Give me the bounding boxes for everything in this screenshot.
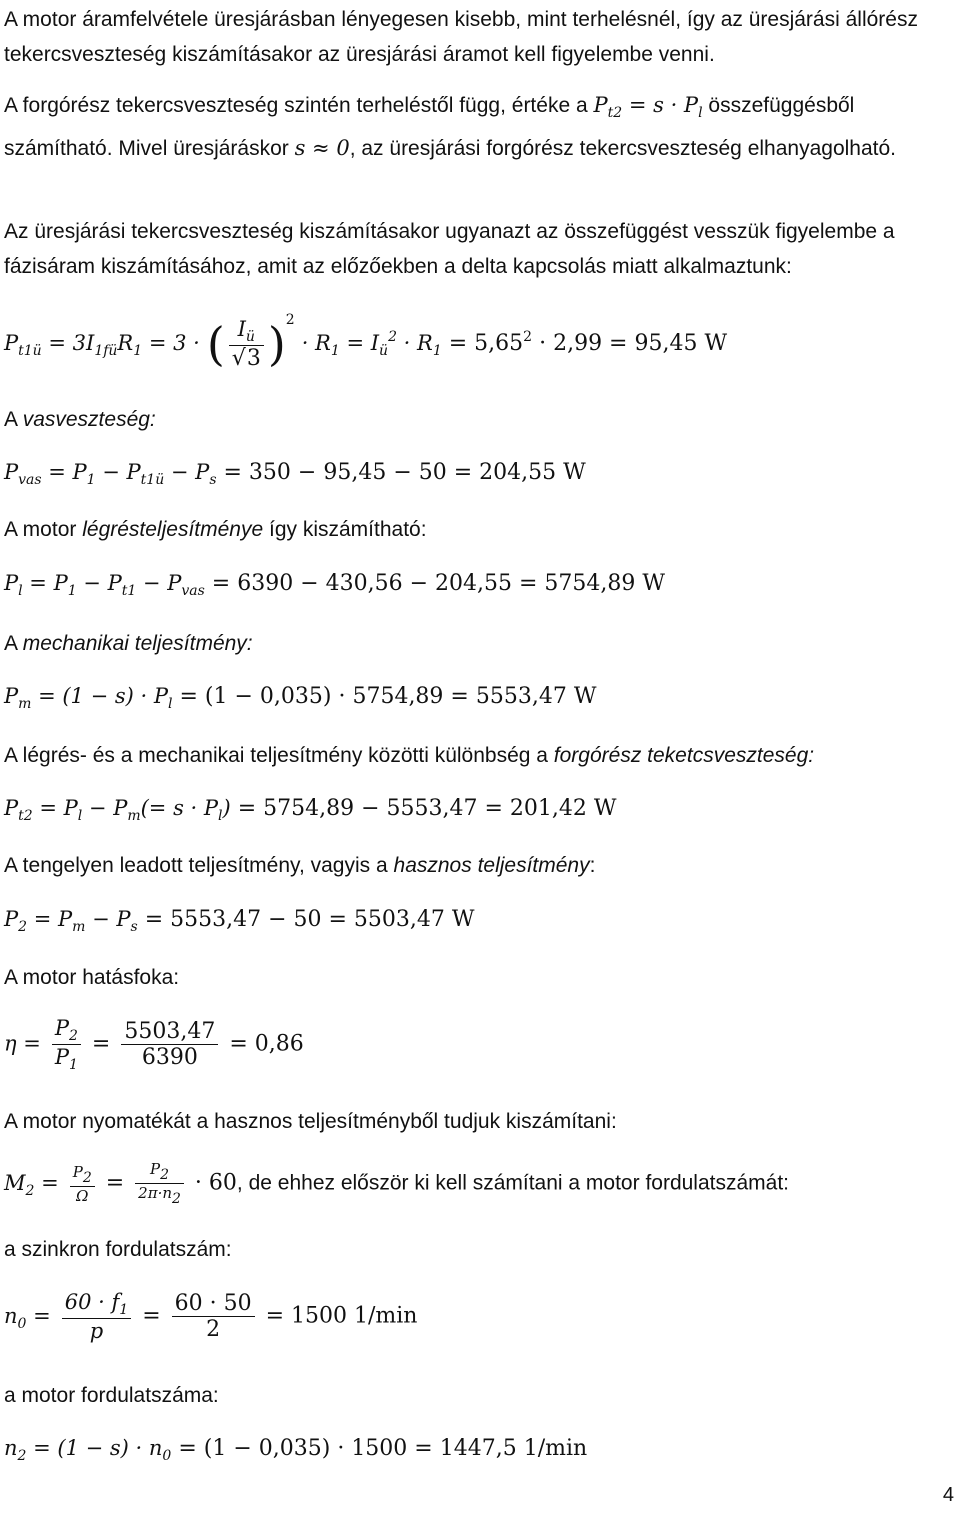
heading-sync-speed: a szinkron fordulatszám: bbox=[4, 1238, 232, 1261]
equation-motor-speed: $n_2 = (1 - s) \cdot n_0 = (1 - 0,035) \cdot 1500 = 1447,5$ 1/min bbox=[4, 1436, 588, 1464]
air-gap-outro: így kiszámítható: bbox=[268, 518, 427, 541]
heading-iron-loss bbox=[4, 402, 950, 437]
eq-p-t1u-rhs: = 5,65 bbox=[448, 331, 524, 356]
mech-intro: A bbox=[4, 632, 17, 655]
heading-torque: A motor nyomatékát a hasznos teljesítményből tudjuk kiszámítani: bbox=[4, 1110, 617, 1133]
eq-p-t2-rhs: = 5754,89 − 5553,47 = 201,42 W bbox=[237, 796, 617, 821]
rotor-loss-text-c: , az üresjárási forgórész tekercsveszteség elhanyagolható. bbox=[349, 137, 896, 160]
n0-result: = 1500 1/min bbox=[265, 1303, 418, 1329]
equation-p-t1u: $P_{t1ü} = 3I_{1fü}R_1 = 3$ · ( $\frac{I_ü}{√3}$ )$^2 \cdot R_1 = I_ü^2 \cdot R_1 = 5,65^2 \cdot 2,99 = 95,45$ W bbox=[4, 312, 728, 371]
eta-result: = 0,86 bbox=[229, 1031, 304, 1057]
equation-sync-speed: $n_0$ = $\frac{60 \cdot f_1}{p}$ = $\frac{60 \cdot 50}{2}$ = 1500 1/min bbox=[4, 1290, 418, 1343]
air-gap-intro: A motor bbox=[4, 518, 77, 541]
equation-torque: $M_2$ = $\frac{P_2}{\Omega}$ = $\frac{P_2}{2\pi\cdot n_2}$ · 60, de ehhez először ki kell számítani a motor fordulatszámát: bbox=[4, 1160, 790, 1207]
paragraph-no-load-current: A motor áramfelvétele üresjárásban lényegesen kisebb, mint terhelésnél, így az üresjárási állórész tekercsveszteség kiszámításakor az üresjárási áramot kell figyelembe venni. bbox=[4, 8, 918, 66]
eq-p-2-rhs: = 5553,47 − 50 = 5503,47 W bbox=[144, 907, 475, 932]
heading-efficiency: A motor hatásfoka: bbox=[4, 966, 180, 989]
equation-p-vas: $P_{vas} = P_1 - P_{t1ü} - P_s = 350 - 95,45 - 50 = 204,55$ W bbox=[4, 460, 586, 488]
equation-p-l: $P_l = P_1 - P_{t1} - P_{vas} = 6390 - 430,56 - 204,55 = 5754,89$ W bbox=[4, 571, 665, 599]
heading-air-gap-power bbox=[4, 512, 950, 547]
heading-mechanical-power bbox=[4, 626, 950, 661]
eq-p-vas-rhs: = 350 − 95,45 − 50 = 204,55 W bbox=[223, 460, 586, 485]
n0-denominator: 2 bbox=[206, 1317, 221, 1342]
formula-slip-approx: s ≈ 0 bbox=[294, 136, 350, 160]
paragraph-rotor-loss bbox=[4, 88, 950, 166]
eq-n2-rhs: = (1 − 0,035) · 1500 = 1447,5 1/min bbox=[178, 1436, 588, 1461]
iron-loss-term: vasveszteség: bbox=[22, 408, 156, 431]
paragraph-no-load-winding-loss: Az üresjárási tekercsveszteség kiszámításakor ugyanazt az összefüggést vesszük figyelembe a fázisáram kiszámításához, amit az előzőekben a delta kapcsolás miatt alkalmaztunk: bbox=[4, 220, 895, 278]
eta-denominator: 6390 bbox=[141, 1045, 198, 1070]
equation-efficiency: η = $\frac{P_2}{P_1}$ = $\frac{5503,47}{6390}$ = 0,86 bbox=[4, 1016, 304, 1073]
eq-p-l-rhs: = 6390 − 430,56 − 204,55 = 5754,89 W bbox=[211, 571, 665, 596]
eq-p-m-rhs: = (1 − 0,035) · 5754,89 = 5553,47 W bbox=[179, 684, 597, 709]
torque-factor: 60 bbox=[208, 1170, 237, 1196]
equation-p-m: $P_m = (1 - s) \cdot P_l = (1 - 0,035) \cdot 5754,89 = 5553,47$ W bbox=[4, 684, 597, 712]
heading-useful-power bbox=[4, 848, 950, 883]
rotor-loss-text-b: összefüggésből számítható. Mivel üresjáráskor bbox=[4, 94, 855, 160]
eta-numerator: 5503,47 bbox=[121, 1019, 218, 1045]
mech-term: mechanikai teljesítmény: bbox=[22, 632, 253, 655]
heading-motor-speed: a motor fordulatszáma: bbox=[4, 1384, 219, 1407]
diff-term: forgórész teketcsveszteség: bbox=[553, 744, 815, 767]
useful-intro: A tengelyen leadott teljesítmény, vagyis a bbox=[4, 854, 388, 877]
formula-pt2-inline: $P_{t2} = s \cdot P_l$ bbox=[593, 93, 703, 121]
page-number: 4 bbox=[942, 1484, 954, 1506]
air-gap-term: légrésteljesítménye bbox=[82, 518, 264, 541]
equation-p-2: $P_2 = P_m - P_s = 5553,47 - 50 = 5503,47$ W bbox=[4, 907, 475, 935]
heading-rotor-winding-loss bbox=[4, 738, 950, 773]
torque-outro: , de ehhez először ki kell számítani a motor fordulatszámát: bbox=[236, 1171, 790, 1195]
useful-outro: : bbox=[589, 854, 596, 877]
diff-intro: A légrés- és a mechanikai teljesítmény közötti különbség a bbox=[4, 744, 548, 767]
iron-loss-intro: A bbox=[4, 408, 17, 431]
eq-p-t1u-tail: 2,99 = 95,45 W bbox=[553, 331, 728, 356]
rotor-loss-text-a: A forgórész tekercsveszteség szintén terheléstől függ, értéke a bbox=[4, 94, 588, 117]
n0-numerator: 60 · 50 bbox=[172, 1291, 255, 1317]
equation-p-t2: $P_{t2} = P_l - P_m(= s \cdot P_l) = 5754,89 - 5553,47 = 201,42$ W bbox=[4, 796, 617, 824]
useful-term: hasznos teljesítmény bbox=[393, 854, 590, 877]
